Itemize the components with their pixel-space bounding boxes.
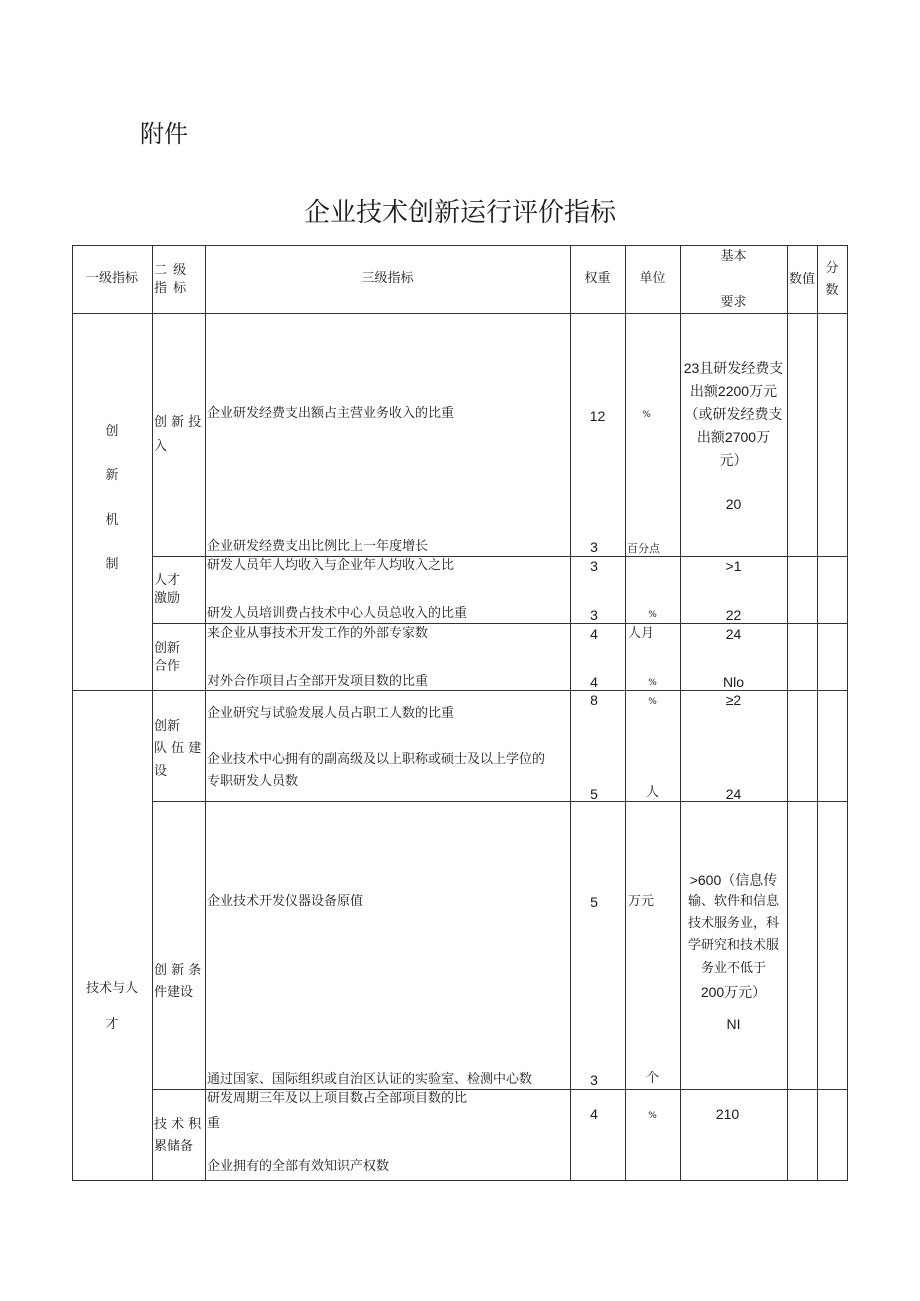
attachment-label: 附件 xyxy=(140,120,188,148)
requirement-text: NI xyxy=(726,1016,741,1032)
requirement-text: 务业不低于 xyxy=(700,961,766,976)
requirement-text: 23且研发经费支 xyxy=(683,360,784,376)
unit-label: 个 xyxy=(645,1071,659,1086)
unit-label: 人 xyxy=(645,785,659,800)
weight-value: 4 xyxy=(590,1106,598,1122)
unit-label: 百分点 xyxy=(627,542,660,555)
weight-value: 3 xyxy=(590,607,598,623)
level1-char: 创 xyxy=(105,424,119,439)
weight-value: 12 xyxy=(589,408,606,424)
level2-label: 累储备 xyxy=(154,1139,194,1154)
header-basic-bottom: 要求 xyxy=(720,295,747,310)
level1-char: 制 xyxy=(105,557,119,572)
header-score-top: 分 xyxy=(825,261,839,276)
requirement-text: 出额2200万元 xyxy=(689,383,778,399)
requirement-text: 210 xyxy=(715,1106,740,1122)
header-score-bottom: 数 xyxy=(825,283,839,298)
indicator-text: 对外合作项目占全部开发项目数的比重 xyxy=(207,674,429,689)
level2-label: 人才 xyxy=(154,573,181,588)
level1-label: 技术与人 xyxy=(85,981,138,996)
level2-label: 创新 xyxy=(154,719,181,734)
unit-label: % xyxy=(648,610,657,620)
indicator-text: 企业技术开发仪器设备原值 xyxy=(207,894,364,909)
level2-label: 队 伍 建 xyxy=(154,741,202,756)
header-weight: 权重 xyxy=(584,271,611,286)
level2-label: 入 xyxy=(154,439,168,454)
level2-label: 技 术 积 xyxy=(154,1117,202,1132)
weight-value: 5 xyxy=(590,894,598,910)
requirement-text: 20 xyxy=(725,496,742,512)
weight-value: 5 xyxy=(590,786,598,802)
header-level2: 二 级 指 标 xyxy=(154,263,188,296)
header-unit: 单位 xyxy=(639,271,666,286)
requirement-text: >600（信息传 xyxy=(689,872,778,888)
unit-label: 万元 xyxy=(628,894,655,909)
indicator-text: 企业研发经费支出比例比上一年度增长 xyxy=(207,539,429,554)
requirement-text: 出额2700万 xyxy=(696,429,771,445)
level2-label: 件建设 xyxy=(154,985,194,1000)
indicator-text: 企业研究与试验发展人员占职工人数的比重 xyxy=(207,706,455,721)
requirement-text: 200万元） xyxy=(700,984,767,1000)
weight-value: 3 xyxy=(590,1072,598,1088)
level1-char: 机 xyxy=(105,513,119,528)
level2-label: 设 xyxy=(154,764,168,779)
unit-label: % xyxy=(642,410,651,420)
weight-value: 4 xyxy=(590,674,598,690)
requirement-text: 22 xyxy=(725,607,742,623)
level1-char: 新 xyxy=(105,468,119,483)
requirement-text: 技术服务业，科 xyxy=(687,916,779,931)
level1-label: 才 xyxy=(105,1017,119,1032)
header-value: 数值 xyxy=(788,272,815,287)
weight-value: 3 xyxy=(590,558,598,574)
unit-label: 人月 xyxy=(628,626,655,641)
weight-value: 4 xyxy=(590,626,598,642)
requirement-text: 24 xyxy=(725,786,742,802)
requirement-text: ≥2 xyxy=(725,692,742,708)
indicator-text: 来企业从事技术开发工作的外部专家数 xyxy=(207,626,429,641)
level2-label: 创 新 条 xyxy=(154,963,202,978)
requirement-text: >1 xyxy=(725,558,742,574)
level2-label: 激励 xyxy=(154,591,181,606)
header-level1: 一级指标 xyxy=(85,271,138,286)
page-title: 企业技术创新运行评价指标 xyxy=(303,198,616,228)
weight-value: 8 xyxy=(590,692,598,708)
indicator-text: 研发周期三年及以上项目数占全部项目数的比 xyxy=(207,1091,468,1106)
indicator-text: 企业技术中心拥有的副高级及以上职称或硕士及以上学位的 xyxy=(207,752,546,767)
indicator-text: 研发人员培训费占技术中心人员总收入的比重 xyxy=(207,606,468,621)
header-level3: 三级指标 xyxy=(361,271,414,286)
requirement-text: 输、软件和信息 xyxy=(687,894,779,909)
unit-label: % xyxy=(648,1111,657,1121)
indicator-text: 专职研发人员数 xyxy=(207,774,299,789)
indicator-text: 企业拥有的全部有效知识产权数 xyxy=(207,1159,390,1174)
indicator-text: 研发人员年人均收入与企业年人均收入之比 xyxy=(207,558,455,573)
requirement-text: 元） xyxy=(719,452,748,468)
level2-label: 创 新 投 xyxy=(154,415,202,430)
header-basic-top: 基本 xyxy=(720,249,747,264)
indicator-text: 企业研发经费支出额占主营业务收入的比重 xyxy=(207,406,455,421)
level2-label: 创新 xyxy=(154,641,181,656)
requirement-text: 24 xyxy=(725,626,742,642)
unit-label: % xyxy=(648,697,657,707)
unit-label: % xyxy=(648,678,657,688)
level2-label: 合作 xyxy=(154,659,181,674)
indicator-text: 通过国家、国际组织或自治区认证的实验室、检测中心数 xyxy=(207,1072,533,1087)
indicator-text: 重 xyxy=(207,1116,221,1131)
requirement-text: Nlo xyxy=(722,674,744,690)
requirement-text: （或研发经费支 xyxy=(684,406,783,422)
requirement-text: 学研究和技术服 xyxy=(687,938,779,953)
weight-value: 3 xyxy=(590,539,598,555)
